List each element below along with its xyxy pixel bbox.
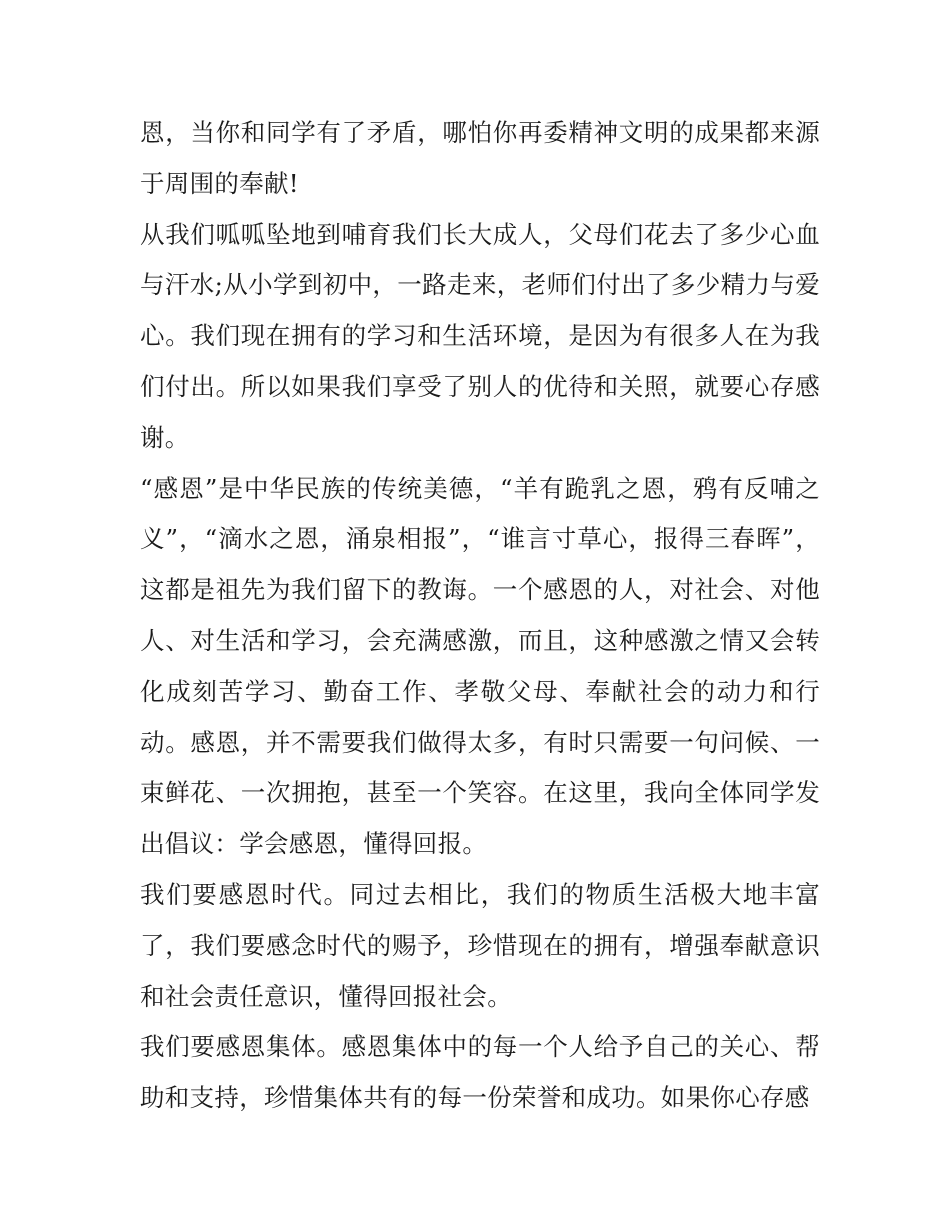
paragraph-1: 恩，当你和同学有了矛盾，哪怕你再委精神文明的成果都来源于周围的奉献! xyxy=(140,118,820,198)
paragraph-5: 我们要感恩集体。感恩集体中的每一个人给予自己的关心、帮助和支持，珍惜集体共有的每一份荣誉和成功。如果你心存感 xyxy=(140,1032,820,1113)
document-body xyxy=(140,108,820,1124)
paragraph-4: 我们要感恩时代。同过去相比，我们的物质生活极大地丰富了，我们要感念时代的赐予，珍惜现在的拥有，增强奉献意识和社会责任意识，懂得回报社会。 xyxy=(140,879,820,1011)
paragraph-3: “感恩”是中华民族的传统美德，“羊有跪乳之恩，鸦有反哺之义”，“滴水之恩，涌泉相报”，“谁言寸草心，报得三春晖”，这都是祖先为我们留下的教诲。一个感恩的人，对社会、对他人、对生活和学习，会充满感激，而且，这种感激之情又会转化成刻苦学习、勤奋工作、孝敬父母、奉献社会的动力和行动。感恩，并不需要我们做得太多，有时只需要一句问候、一束鲜花、一次拥抱，甚至一个笑容。在这里，我向全体同学发出倡议：学会感恩，懂得回报。 xyxy=(140,473,820,859)
paragraph-2: 从我们呱呱坠地到哺育我们长大成人，父母们花去了多少心血与汗水;从小学到初中，一路走来，老师们付出了多少精力与爱心。我们现在拥有的学习和生活环境，是因为有很多人在为我们付出。所以如果我们享受了别人的优待和关照，就要心存感谢。 xyxy=(140,219,820,452)
